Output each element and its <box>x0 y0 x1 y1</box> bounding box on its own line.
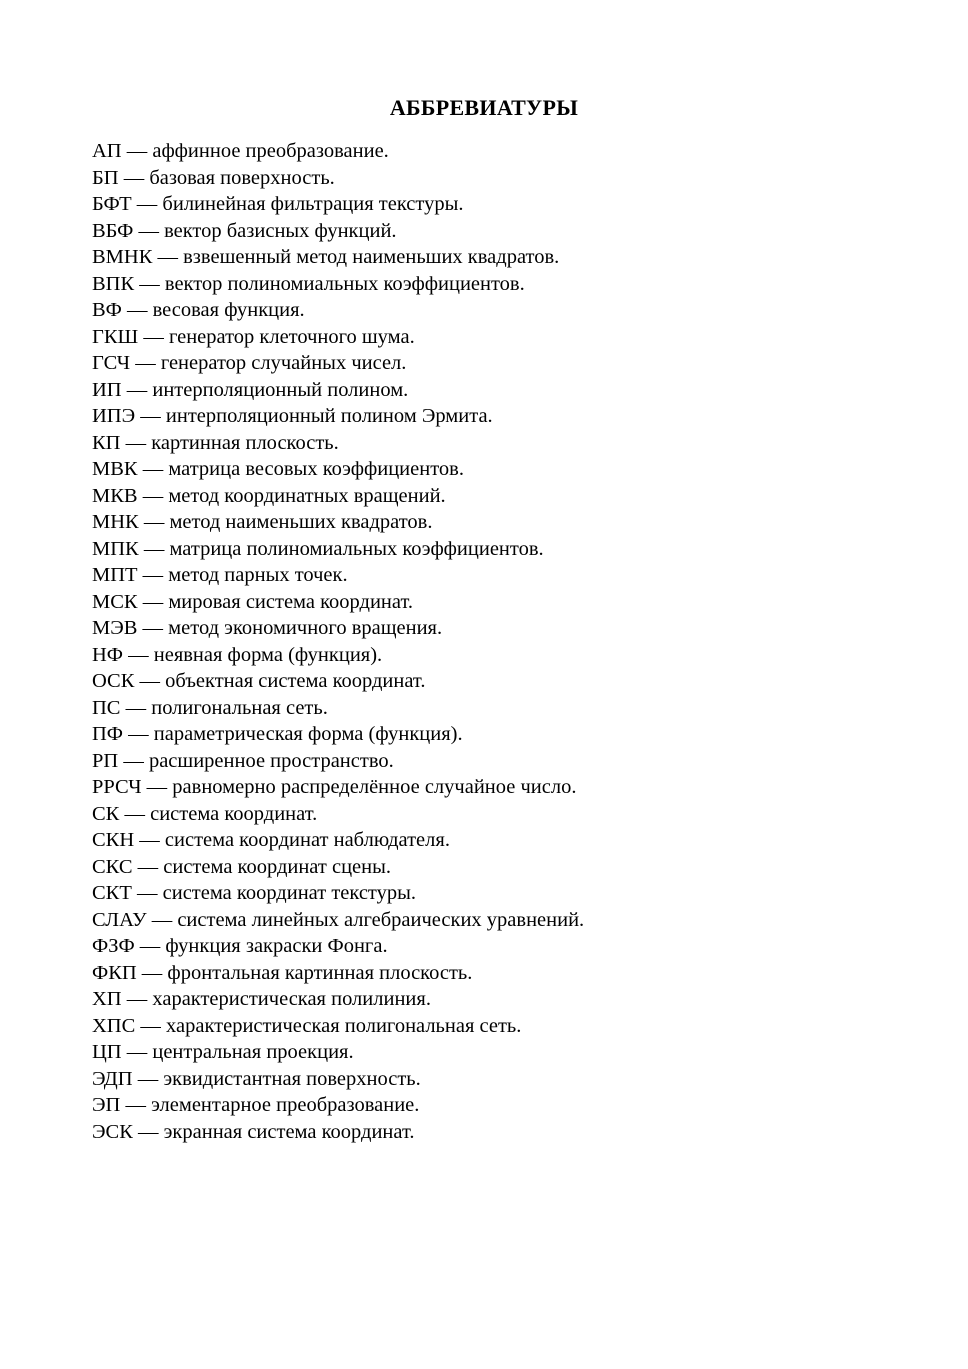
abbreviation-entry: БП — базовая поверхность. <box>92 166 335 189</box>
abbreviation-entry: МСК — мировая система координат. <box>92 590 413 613</box>
abbreviation-entry: ФКП — фронтальная картинная плоскость. <box>92 961 473 984</box>
abbreviation-entry: АП — аффинное преобразование. <box>92 140 389 162</box>
abbreviation-entry: ГКШ — генератор клеточного шума. <box>92 325 415 348</box>
abbreviation-entry: ОСК — объектная система координат. <box>92 670 426 692</box>
abbreviation-entry: ВБФ — вектор базисных функций. <box>92 219 397 242</box>
abbreviation-entry: МПТ — метод парных точек. <box>92 564 348 586</box>
abbreviation-entry: ИП — интерполяционный полином. <box>92 378 409 401</box>
abbreviation-entry: МЭВ — метод экономичного вращения. <box>92 617 443 639</box>
abbreviation-entry: ИПЭ — интерполяционный полином Эрмита. <box>92 405 493 427</box>
abbreviation-entry: НФ — неявная форма (функция). <box>92 643 383 666</box>
abbreviation-entry: ЭСК — экранная система координат. <box>92 1120 415 1143</box>
abbreviation-entry: ХП — характеристическая полилиния. <box>92 988 431 1010</box>
page-title: АББРЕВИАТУРЫ <box>389 95 579 120</box>
abbreviation-entry: БФТ — билинейная фильтрация текстуры. <box>92 193 464 215</box>
abbreviation-entry: ФЗФ — функция закраски Фонга. <box>92 935 388 957</box>
abbreviation-entry: СЛАУ — система линейных алгебраических уравнений. <box>92 908 585 931</box>
abbreviation-entry: СКН — система координат наблюдателя. <box>92 829 450 851</box>
abbreviation-entry: МКВ — метод координатных вращений. <box>92 484 446 507</box>
abbreviation-entry: ГСЧ — генератор случайных чисел. <box>92 352 407 374</box>
abbreviation-entry: МНК — метод наименьших квадратов. <box>92 511 433 533</box>
abbreviation-entry: ВМНК — взвешенный метод наименьших квадратов. <box>92 246 560 268</box>
abbreviation-entry: СК — система координат. <box>92 802 318 825</box>
abbreviation-entry: МПК — матрица полиномиальных коэффициентов. <box>92 537 544 560</box>
abbreviation-entry: ЭП — элементарное преобразование. <box>92 1094 420 1116</box>
abbreviation-entry: СКС — система координат сцены. <box>92 855 392 878</box>
abbreviation-entry: СКТ — система координат текстуры. <box>92 882 417 904</box>
abbreviation-entry: КП — картинная плоскость. <box>92 431 339 454</box>
abbreviation-entry: ХПС — характеристическая полигональная сеть. <box>92 1014 522 1037</box>
abbreviation-entry: МВК — матрица весовых коэффициентов. <box>92 458 464 480</box>
abbreviation-entry: РП — расширенное пространство. <box>92 749 394 772</box>
abbreviation-entry: ПФ — параметрическая форма (функция). <box>92 723 463 745</box>
abbreviation-entry: ЦП — центральная проекция. <box>92 1041 354 1063</box>
abbreviation-entry: ВПК — вектор полиномиальных коэффициентов. <box>92 272 525 295</box>
abbreviation-entry: ВФ — весовая функция. <box>92 299 305 321</box>
abbreviation-entry: ПС — полигональная сеть. <box>92 696 328 719</box>
abbreviation-entry: ЭДП — эквидистантная поверхность. <box>92 1067 421 1090</box>
abbreviation-list <box>92 138 584 1145</box>
abbreviation-entry: РРСЧ — равномерно распределённое случайное число. <box>92 776 577 798</box>
